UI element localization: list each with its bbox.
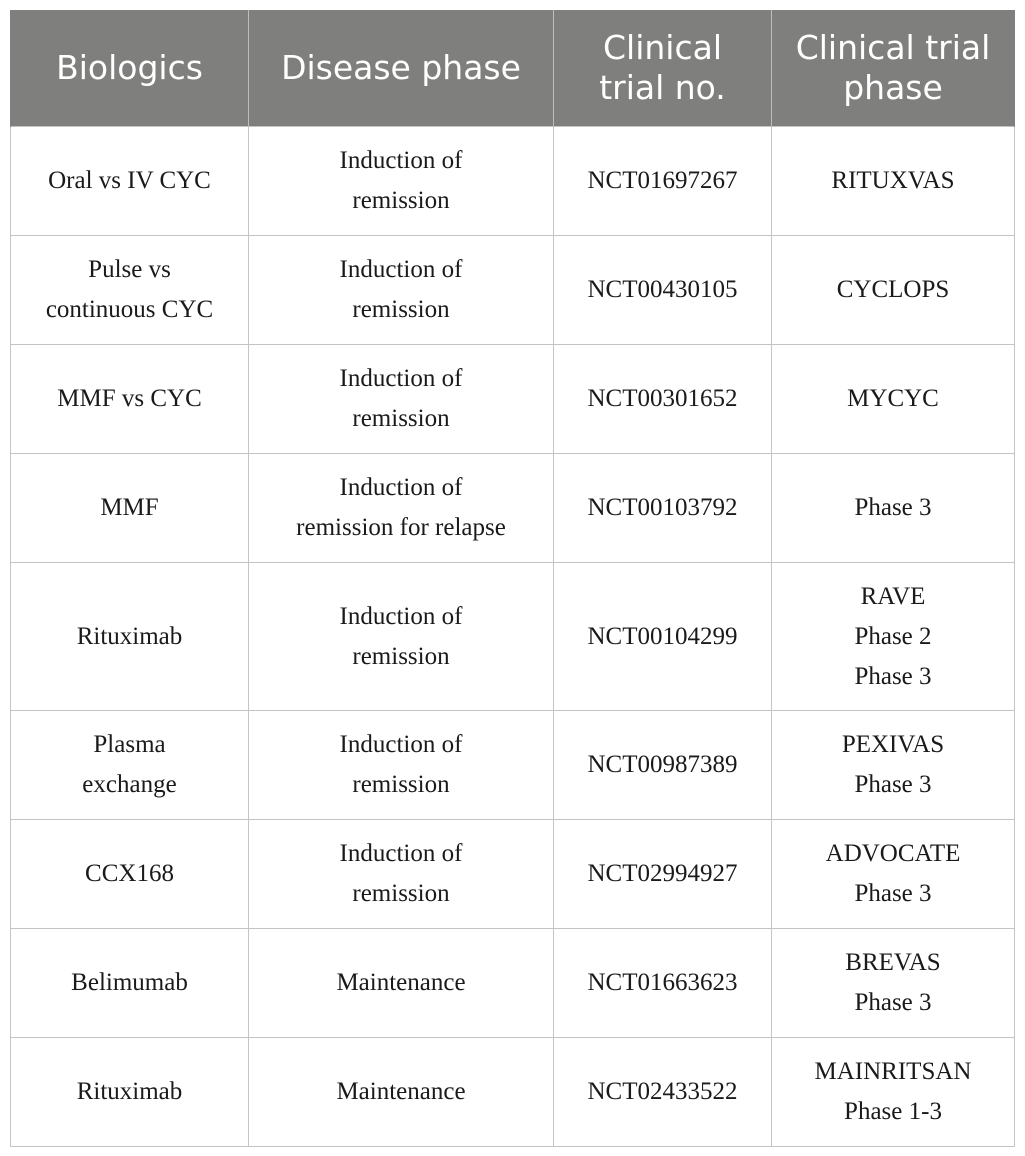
cell-trial-no: NCT01697267: [554, 127, 772, 236]
cell-biologic: Pulse vs continuous CYC: [11, 236, 249, 345]
cell-trial-phase: BREVAS Phase 3: [772, 929, 1015, 1038]
header-clinical-trial-no: Clinical trial no.: [554, 10, 772, 127]
cell-biologic: MMF: [11, 454, 249, 563]
cell-biologic: Rituximab: [11, 563, 249, 711]
cell-trial-no: NCT01663623: [554, 929, 772, 1038]
table-row: [11, 929, 1015, 1038]
cell-disease-phase: Induction of remission: [249, 563, 554, 711]
cell-biologic: Plasma exchange: [11, 711, 249, 820]
table-row: [11, 454, 1015, 563]
header-biologics: Biologics: [11, 10, 249, 127]
cell-disease-phase: Induction of remission: [249, 711, 554, 820]
header-clinical-trial-phase: Clinical trial phase: [772, 10, 1015, 127]
cell-biologic: MMF vs CYC: [11, 345, 249, 454]
cell-disease-phase: Induction of remission: [249, 820, 554, 929]
table-row: [11, 820, 1015, 929]
cell-trial-no: NCT00430105: [554, 236, 772, 345]
table-header-row: [11, 10, 1015, 127]
cell-trial-phase: RAVE Phase 2 Phase 3: [772, 563, 1015, 711]
cell-biologic: Oral vs IV CYC: [11, 127, 249, 236]
cell-trial-phase: MYCYC: [772, 345, 1015, 454]
table-row: [11, 236, 1015, 345]
cell-disease-phase: Induction of remission for relapse: [249, 454, 554, 563]
cell-disease-phase: Induction of remission: [249, 345, 554, 454]
clinical-trials-table: [10, 10, 1015, 1147]
table-row: [11, 345, 1015, 454]
cell-trial-phase: RITUXVAS: [772, 127, 1015, 236]
cell-disease-phase: Induction of remission: [249, 127, 554, 236]
cell-trial-phase: CYCLOPS: [772, 236, 1015, 345]
cell-trial-phase: MAINRITSAN Phase 1-3: [772, 1038, 1015, 1147]
cell-biologic: CCX168: [11, 820, 249, 929]
cell-trial-phase: PEXIVAS Phase 3: [772, 711, 1015, 820]
cell-biologic: Rituximab: [11, 1038, 249, 1147]
table-row: [11, 127, 1015, 236]
trials-table-container: [10, 10, 1014, 1147]
cell-disease-phase: Maintenance: [249, 1038, 554, 1147]
cell-trial-no: NCT02433522: [554, 1038, 772, 1147]
header-disease-phase: Disease phase: [249, 10, 554, 127]
cell-disease-phase: Induction of remission: [249, 236, 554, 345]
cell-biologic: Belimumab: [11, 929, 249, 1038]
table-row: [11, 1038, 1015, 1147]
cell-trial-no: NCT00104299: [554, 563, 772, 711]
cell-trial-no: NCT00987389: [554, 711, 772, 820]
cell-trial-no: NCT00301652: [554, 345, 772, 454]
cell-trial-no: NCT02994927: [554, 820, 772, 929]
table-row: [11, 711, 1015, 820]
table-row: [11, 563, 1015, 711]
cell-trial-no: NCT00103792: [554, 454, 772, 563]
cell-trial-phase: Phase 3: [772, 454, 1015, 563]
cell-trial-phase: ADVOCATE Phase 3: [772, 820, 1015, 929]
cell-disease-phase: Maintenance: [249, 929, 554, 1038]
